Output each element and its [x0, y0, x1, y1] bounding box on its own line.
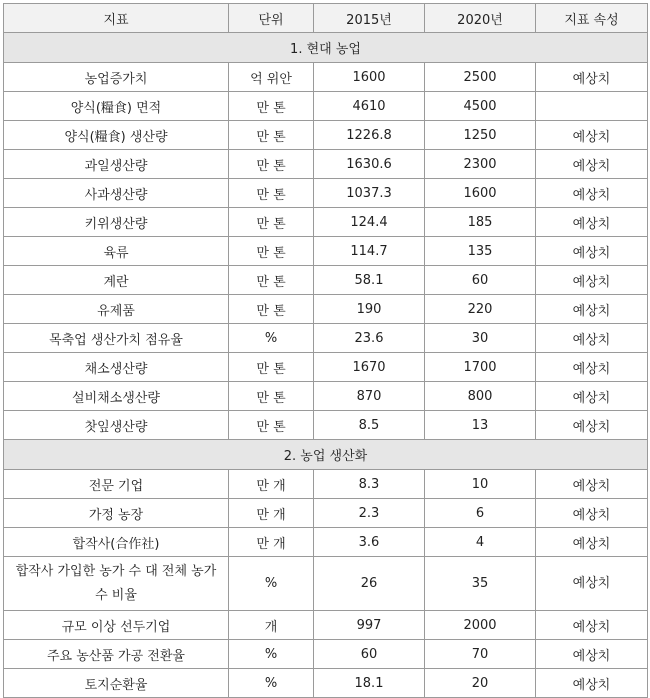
- cell-attribute: 예상치: [536, 353, 648, 382]
- cell-2020: 10: [425, 470, 536, 499]
- cell-indicator: 사과생산량: [4, 179, 229, 208]
- cell-2020: 35: [425, 557, 536, 611]
- cell-2020: 13: [425, 411, 536, 440]
- cell-2015: 1037.3: [314, 179, 425, 208]
- cell-2015: 4610: [314, 92, 425, 121]
- cell-indicator: 육류: [4, 237, 229, 266]
- cell-unit: 만 톤: [229, 179, 314, 208]
- section-row: [4, 440, 648, 470]
- table-row: [4, 353, 648, 382]
- cell-indicator: 양식(糧食) 생산량: [4, 121, 229, 150]
- table-row: [4, 557, 648, 611]
- cell-2015: 124.4: [314, 208, 425, 237]
- cell-attribute: 예상치: [536, 295, 648, 324]
- cell-attribute: 예상치: [536, 557, 648, 611]
- cell-unit: 만 톤: [229, 266, 314, 295]
- cell-attribute: 예상치: [536, 63, 648, 92]
- cell-2015: 190: [314, 295, 425, 324]
- table-row: [4, 382, 648, 411]
- cell-unit: 만 톤: [229, 150, 314, 179]
- cell-indicator: 농업증가치: [4, 63, 229, 92]
- cell-2020: 1250: [425, 121, 536, 150]
- cell-2015: 26: [314, 557, 425, 611]
- cell-unit: 만 톤: [229, 382, 314, 411]
- cell-indicator: 주요 농산품 가공 전환율: [4, 640, 229, 669]
- indicator-table: [3, 3, 648, 698]
- table-row: [4, 237, 648, 266]
- cell-2015: 3.6: [314, 528, 425, 557]
- cell-indicator: 합작사 가입한 농가 수 대 전체 농가 수 비율: [4, 557, 229, 611]
- section-row: [4, 33, 648, 63]
- cell-indicator: 합작사(合作社): [4, 528, 229, 557]
- cell-indicator: 설비채소생산량: [4, 382, 229, 411]
- cell-2020: 185: [425, 208, 536, 237]
- cell-attribute: 예상치: [536, 528, 648, 557]
- cell-indicator: 목축업 생산가치 점유율: [4, 324, 229, 353]
- table-row: [4, 208, 648, 237]
- cell-unit: %: [229, 640, 314, 669]
- table-row: [4, 295, 648, 324]
- cell-indicator: 양식(糧食) 면적: [4, 92, 229, 121]
- cell-attribute: [536, 92, 648, 121]
- cell-attribute: 예상치: [536, 208, 648, 237]
- table-row: [4, 324, 648, 353]
- cell-unit: 만 톤: [229, 237, 314, 266]
- section-title: 2. 농업 생산화: [4, 440, 648, 470]
- section-title: 1. 현대 농업: [4, 33, 648, 63]
- table-row: [4, 121, 648, 150]
- cell-attribute: 예상치: [536, 237, 648, 266]
- cell-attribute: 예상치: [536, 640, 648, 669]
- cell-attribute: 예상치: [536, 470, 648, 499]
- cell-attribute: 예상치: [536, 611, 648, 640]
- header-indicator: 지표: [4, 4, 229, 33]
- table-row: [4, 179, 648, 208]
- table-row: [4, 611, 648, 640]
- cell-2020: 135: [425, 237, 536, 266]
- table-row: [4, 411, 648, 440]
- table-row: [4, 63, 648, 92]
- header-2020: 2020년: [425, 4, 536, 33]
- cell-indicator: 키위생산량: [4, 208, 229, 237]
- cell-2015: 8.5: [314, 411, 425, 440]
- cell-2015: 870: [314, 382, 425, 411]
- table-row: [4, 528, 648, 557]
- cell-attribute: 예상치: [536, 382, 648, 411]
- cell-indicator: 규모 이상 선두기업: [4, 611, 229, 640]
- table-row: [4, 266, 648, 295]
- table-body: [4, 33, 648, 698]
- cell-2015: 1226.8: [314, 121, 425, 150]
- cell-unit: 만 개: [229, 470, 314, 499]
- cell-unit: 만 톤: [229, 92, 314, 121]
- header-unit: 단위: [229, 4, 314, 33]
- cell-2020: 4500: [425, 92, 536, 121]
- cell-unit: %: [229, 557, 314, 611]
- cell-2020: 4: [425, 528, 536, 557]
- cell-2015: 114.7: [314, 237, 425, 266]
- cell-indicator: 채소생산량: [4, 353, 229, 382]
- cell-2015: 60: [314, 640, 425, 669]
- header-attribute: 지표 속성: [536, 4, 648, 33]
- cell-2015: 1670: [314, 353, 425, 382]
- cell-indicator: 전문 기업: [4, 470, 229, 499]
- table-row: [4, 669, 648, 698]
- cell-unit: 만 개: [229, 528, 314, 557]
- cell-unit: 만 톤: [229, 411, 314, 440]
- cell-2020: 20: [425, 669, 536, 698]
- cell-2020: 2500: [425, 63, 536, 92]
- cell-attribute: 예상치: [536, 266, 648, 295]
- cell-2015: 18.1: [314, 669, 425, 698]
- cell-attribute: 예상치: [536, 499, 648, 528]
- cell-attribute: 예상치: [536, 669, 648, 698]
- cell-attribute: 예상치: [536, 411, 648, 440]
- cell-unit: %: [229, 324, 314, 353]
- cell-2020: 2000: [425, 611, 536, 640]
- cell-2020: 220: [425, 295, 536, 324]
- cell-2015: 2.3: [314, 499, 425, 528]
- cell-unit: 만 톤: [229, 208, 314, 237]
- cell-unit: 억 위안: [229, 63, 314, 92]
- cell-2020: 60: [425, 266, 536, 295]
- cell-2020: 1600: [425, 179, 536, 208]
- cell-2020: 70: [425, 640, 536, 669]
- cell-unit: 만 개: [229, 499, 314, 528]
- cell-indicator: 토지순환율: [4, 669, 229, 698]
- cell-unit: 만 톤: [229, 353, 314, 382]
- cell-indicator: 과일생산량: [4, 150, 229, 179]
- cell-indicator: 유제품: [4, 295, 229, 324]
- cell-unit: 만 톤: [229, 295, 314, 324]
- cell-attribute: 예상치: [536, 179, 648, 208]
- cell-unit: %: [229, 669, 314, 698]
- header-row: [4, 4, 648, 33]
- header-2015: 2015년: [314, 4, 425, 33]
- table-row: [4, 499, 648, 528]
- table-row: [4, 640, 648, 669]
- cell-2020: 1700: [425, 353, 536, 382]
- cell-2015: 1600: [314, 63, 425, 92]
- table-row: [4, 92, 648, 121]
- cell-2020: 2300: [425, 150, 536, 179]
- cell-2015: 8.3: [314, 470, 425, 499]
- cell-indicator: 찻잎생산량: [4, 411, 229, 440]
- cell-indicator: 계란: [4, 266, 229, 295]
- cell-2020: 30: [425, 324, 536, 353]
- cell-2015: 997: [314, 611, 425, 640]
- cell-2020: 6: [425, 499, 536, 528]
- cell-2015: 58.1: [314, 266, 425, 295]
- cell-indicator: 가정 농장: [4, 499, 229, 528]
- table-row: [4, 150, 648, 179]
- table-row: [4, 470, 648, 499]
- cell-2015: 23.6: [314, 324, 425, 353]
- cell-attribute: 예상치: [536, 121, 648, 150]
- cell-2015: 1630.6: [314, 150, 425, 179]
- cell-attribute: 예상치: [536, 150, 648, 179]
- cell-unit: 개: [229, 611, 314, 640]
- cell-unit: 만 톤: [229, 121, 314, 150]
- cell-attribute: 예상치: [536, 324, 648, 353]
- cell-2020: 800: [425, 382, 536, 411]
